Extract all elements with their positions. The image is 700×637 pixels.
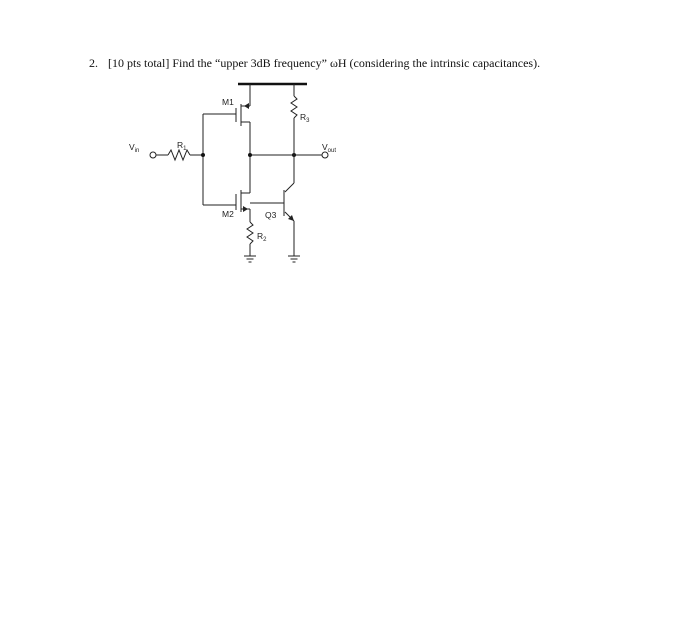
vin-terminal bbox=[150, 152, 156, 158]
label-vin: $V_{in}$ bbox=[129, 142, 140, 154]
question-body: [10 pts total] Find the “upper 3dB frequency” ωH (considering the intrinsic capacitances). bbox=[108, 56, 541, 70]
m2-transistor bbox=[236, 190, 250, 212]
label-r3: $R_3$ bbox=[300, 112, 310, 124]
r3-resistor bbox=[291, 96, 297, 118]
m1-transistor bbox=[236, 103, 250, 155]
q3-transistor bbox=[284, 183, 294, 221]
label-vout: $V_{out}$ bbox=[322, 142, 337, 154]
r1-resistor bbox=[168, 150, 190, 160]
node-dot-mid bbox=[248, 153, 252, 157]
question-number: 2. bbox=[89, 56, 98, 70]
label-r1: $R_1$ bbox=[177, 140, 187, 152]
r2-resistor bbox=[247, 222, 253, 244]
label-m1: M1 bbox=[222, 97, 234, 107]
ground-symbol-left bbox=[244, 256, 256, 262]
ground-symbol-right bbox=[288, 256, 300, 262]
label-m2: M2 bbox=[222, 209, 234, 219]
label-q3: Q3 bbox=[265, 210, 277, 220]
label-r2: $R_2$ bbox=[257, 231, 267, 243]
node-dot-input bbox=[201, 153, 205, 157]
